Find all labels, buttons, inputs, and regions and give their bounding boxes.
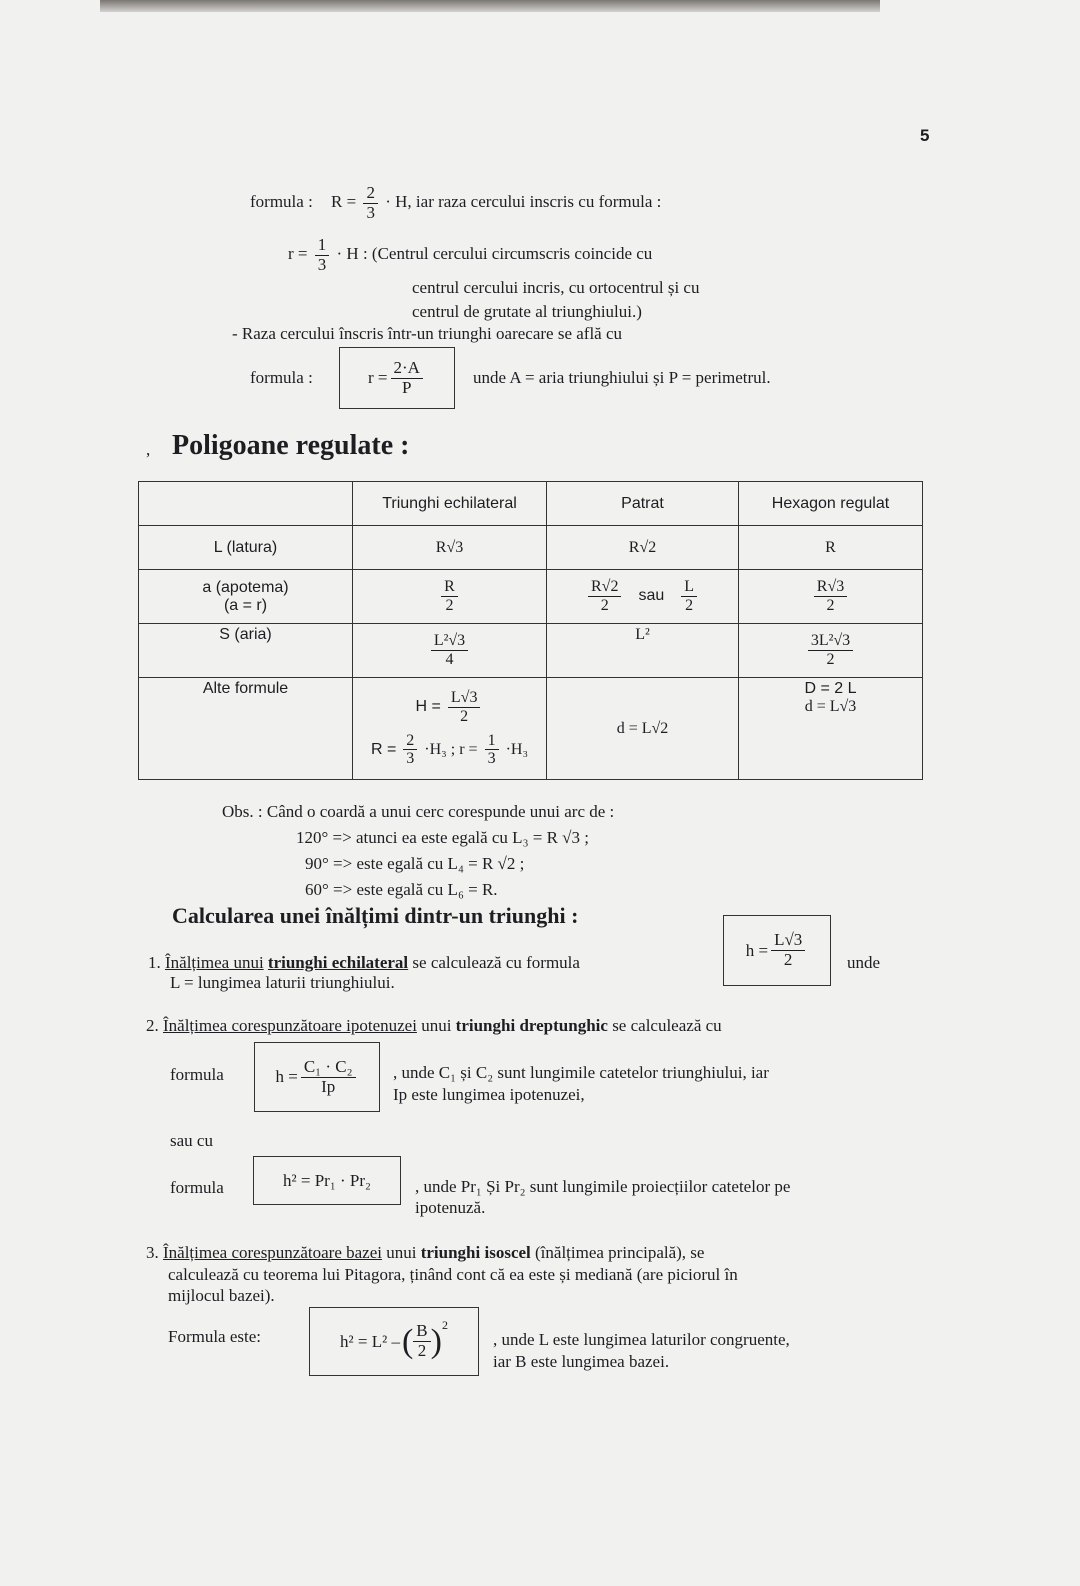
cell-aria-hex: $\frac{\text{3L²√3}}{2}$ xyxy=(739,624,923,678)
item2-formula-label-2: formula xyxy=(170,1178,224,1197)
item1-line2: L = lungimea laturii triunghiului. xyxy=(170,973,395,992)
cell-apotema-pat: $\frac{R√2}{2}$ sau $\frac{L}{2}$ xyxy=(547,570,739,624)
calcul-heading: Calcularea unei înălțimi dintr-un triunghi : xyxy=(172,903,579,928)
row-label-alte: Alte formule xyxy=(139,678,353,780)
obs-line-3: 90° => este egală cu L₄ = R √2 ; xyxy=(305,854,525,873)
col-header-hexagon: Hexagon regulat xyxy=(739,482,923,526)
table-corner xyxy=(139,482,353,526)
heading-bullet: , xyxy=(146,440,151,459)
item2-formula-box-2: h² = Pr₁ · Pr₂ xyxy=(253,1156,401,1205)
item1-line1: 1. Înălțimea unui triunghi echilateral se calculează cu formula xyxy=(148,953,580,972)
obs-line-1: Obs. : Când o coardă a unui cerc corespunde unui arc de : xyxy=(222,802,615,821)
centrul-line-2: centrul de grutate al triunghiului.) xyxy=(412,302,642,321)
item1-unde: unde xyxy=(847,953,881,972)
cell-aria-pat: L² xyxy=(547,624,739,678)
col-header-patrat: Patrat xyxy=(547,482,739,526)
item2-formula-label: formula xyxy=(170,1065,224,1084)
poligoane-heading: Poligoane regulate : xyxy=(172,430,410,461)
table-row-alte xyxy=(139,678,923,780)
item2-text-1: , unde C₁ și C₂ sunt lungimile catetelor triunghiului, iar xyxy=(393,1063,769,1082)
table-row-latura xyxy=(139,526,923,570)
item3-formula-box: h² = L² – ( $\frac{B}{2}$ ) 2 xyxy=(309,1307,479,1376)
raza-line: - Raza cercului înscris într-un triunghi oarecare se află cu xyxy=(232,324,623,343)
item3-line3: mijlocul bazei). xyxy=(168,1286,275,1305)
cell-apotema-hex: $\frac{R√3}{2}$ xyxy=(739,570,923,624)
centrul-line-1: centrul cercului incris, cu ortocentrul și cu xyxy=(412,278,700,297)
inradius-formula-box: r = $\frac{2\cdot A}{P}$ xyxy=(339,347,455,409)
item2-text-2: Ip este lungimea ipotenuzei, xyxy=(393,1085,585,1104)
item1-formula-box: h = $\frac{L√3}{2}$ xyxy=(723,915,831,986)
item3-line1: 3. Înălțimea corespunzătoare bazei unui triunghi isoscel (înălțimea principală), se xyxy=(146,1243,705,1262)
item3-text-1: , unde L este lungimea laturilor congruente, xyxy=(493,1330,790,1349)
item2-line1: 2. Înălțimea corespunzătoare ipotenuzei unui triunghi dreptunghic se calculează cu xyxy=(146,1016,722,1035)
fraction-one-third: $\frac{1}{3}$ xyxy=(315,236,330,274)
unde-aria-text: unde A = aria triunghiului și P = perimetrul. xyxy=(473,368,771,387)
row-label-apotema: a (apotema) (a = r) xyxy=(139,570,353,624)
cell-alte-tri: H = $\frac{L√3}{2}$ R = $\frac{2}{3}$ ·H₃ ; r = $\frac{1}{3}$ ·H₃ xyxy=(353,678,547,780)
item2-formula-box: h = $\frac{\text{C₁ · C₂}}{Ip}$ xyxy=(254,1042,380,1112)
table-row-apotema xyxy=(139,570,923,624)
table-header-row xyxy=(139,482,923,526)
page-number: 5 xyxy=(920,126,930,145)
item3-formula-label: Formula este: xyxy=(168,1327,262,1346)
col-header-triunghi: Triunghi echilateral xyxy=(353,482,547,526)
item2-sau: sau cu xyxy=(170,1131,213,1150)
obs-line-4: 60° => este egală cu L₆ = R. xyxy=(305,880,498,899)
item3-line2: calculează cu teorema lui Pitagora, ținând cont că ea este și mediană (are piciorul în xyxy=(168,1265,738,1284)
cell-latura-hex: R xyxy=(739,526,923,570)
item3-text-2: iar B este lungimea bazei. xyxy=(493,1352,670,1371)
row-label-aria: S (aria) xyxy=(139,624,353,678)
obs-line-2: 120° => atunci ea este egală cu L₃ = R √3 ; xyxy=(296,828,589,847)
cell-latura-tri: R√3 xyxy=(353,526,547,570)
fraction-two-thirds: $\frac{2}{3}$ xyxy=(363,184,378,222)
scan-top-edge xyxy=(100,0,880,12)
cell-apotema-tri: $\frac{R}{2}$ xyxy=(353,570,547,624)
table-row-aria xyxy=(139,624,923,678)
formula2-label: formula : xyxy=(250,368,313,387)
item2-text-4: ipotenuză. xyxy=(415,1198,486,1217)
formula-r-line: r = $\frac{1}{3}$ · H : (Centrul cercului circumscris coincide cu xyxy=(288,235,653,274)
formula-R-line: formula : R = $\frac{2}{3}$ · H, iar raza cercului inscris cu formula : xyxy=(250,183,662,222)
regular-polygons-table xyxy=(138,481,923,780)
cell-latura-pat: R√2 xyxy=(547,526,739,570)
cell-aria-tri: $\frac{\text{L²√3}}{4}$ xyxy=(353,624,547,678)
cell-alte-hex: D = 2 L d = L√3 xyxy=(739,678,923,780)
cell-alte-pat: d = L√2 xyxy=(547,678,739,780)
item2-text-3: , unde Pr₁ Și Pr₂ sunt lungimile proiecțiilor catetelor pe xyxy=(415,1177,791,1196)
row-label-latura: L (latura) xyxy=(139,526,353,570)
